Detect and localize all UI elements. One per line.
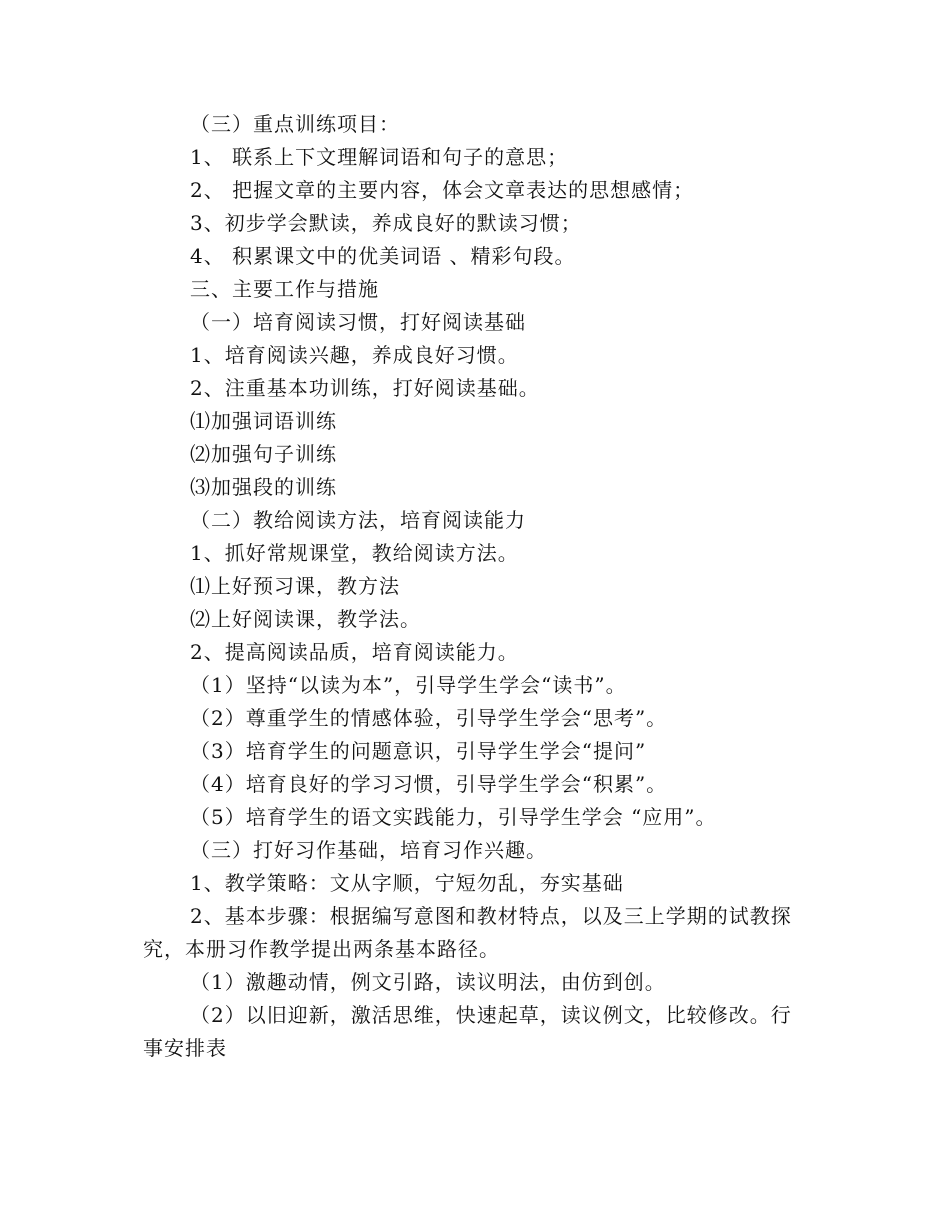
list-item: （2）尊重学生的情感体验，引导学生学会“思考”。 [190,706,668,730]
list-item: 1、教学策略：文从字顺，宁短勿乱，夯实基础 [190,871,624,895]
list-item: 2、提高阅读品质，培育阅读能力。 [190,640,519,664]
list-item: 1、抓好常规课堂，教给阅读方法。 [190,541,519,565]
subheading-writing-foundation: （三）打好习作基础，培育习作兴趣。 [190,838,547,862]
list-item: ⑴加强词语训练 [190,409,337,433]
subheading-reading-methods: （二）教给阅读方法，培育阅读能力 [190,508,526,532]
list-item: （5）培育学生的语文实践能力，引导学生学会 “应用”。 [190,805,717,829]
section-heading-measures: 三、主要工作与措施 [190,277,379,301]
paragraph-line: 事安排表 [143,1036,227,1060]
paragraph-line: 究，本册习作教学提出两条基本路径。 [143,937,500,961]
paragraph-line: （2）以旧迎新，激活思维，快速起草，读议例文，比较修改。行 [190,1003,792,1027]
list-item: 2、 把握文章的主要内容，体会文章表达的思想感情； [190,178,695,202]
list-item: 1、培育阅读兴趣，养成良好习惯。 [190,343,519,367]
list-item: （3）培育学生的问题意识，引导学生学会“提问” [190,739,647,763]
paragraph-line: 2、基本步骤：根据编写意图和教材特点，以及三上学期的试教探 [190,904,792,928]
list-item: 4、 积累课文中的优美词语 、精彩句段。 [190,244,576,268]
subheading-reading-habits: （一）培育阅读习惯，打好阅读基础 [190,310,526,334]
subheading-key-training: （三）重点训练项目： [190,112,400,136]
list-item: ⑴上好预习课，教方法 [190,574,400,598]
list-item: ⑵上好阅读课，教学法。 [190,607,421,631]
list-item: （1）坚持“以读为本”，引导学生学会“读书”。 [190,673,627,697]
list-item: （1）激趣动情，例文引路，读议明法，由仿到创。 [190,970,666,994]
list-item: ⑵加强句子训练 [190,442,337,466]
list-item: ⑶加强段的训练 [190,475,337,499]
list-item: 3、初步学会默读，养成良好的默读习惯； [190,211,582,235]
list-item: （4）培育良好的学习习惯，引导学生学会“积累”。 [190,772,668,796]
list-item: 2、注重基本功训练，打好阅读基础。 [190,376,540,400]
list-item: 1、 联系上下文理解词语和句子的意思； [190,145,569,169]
